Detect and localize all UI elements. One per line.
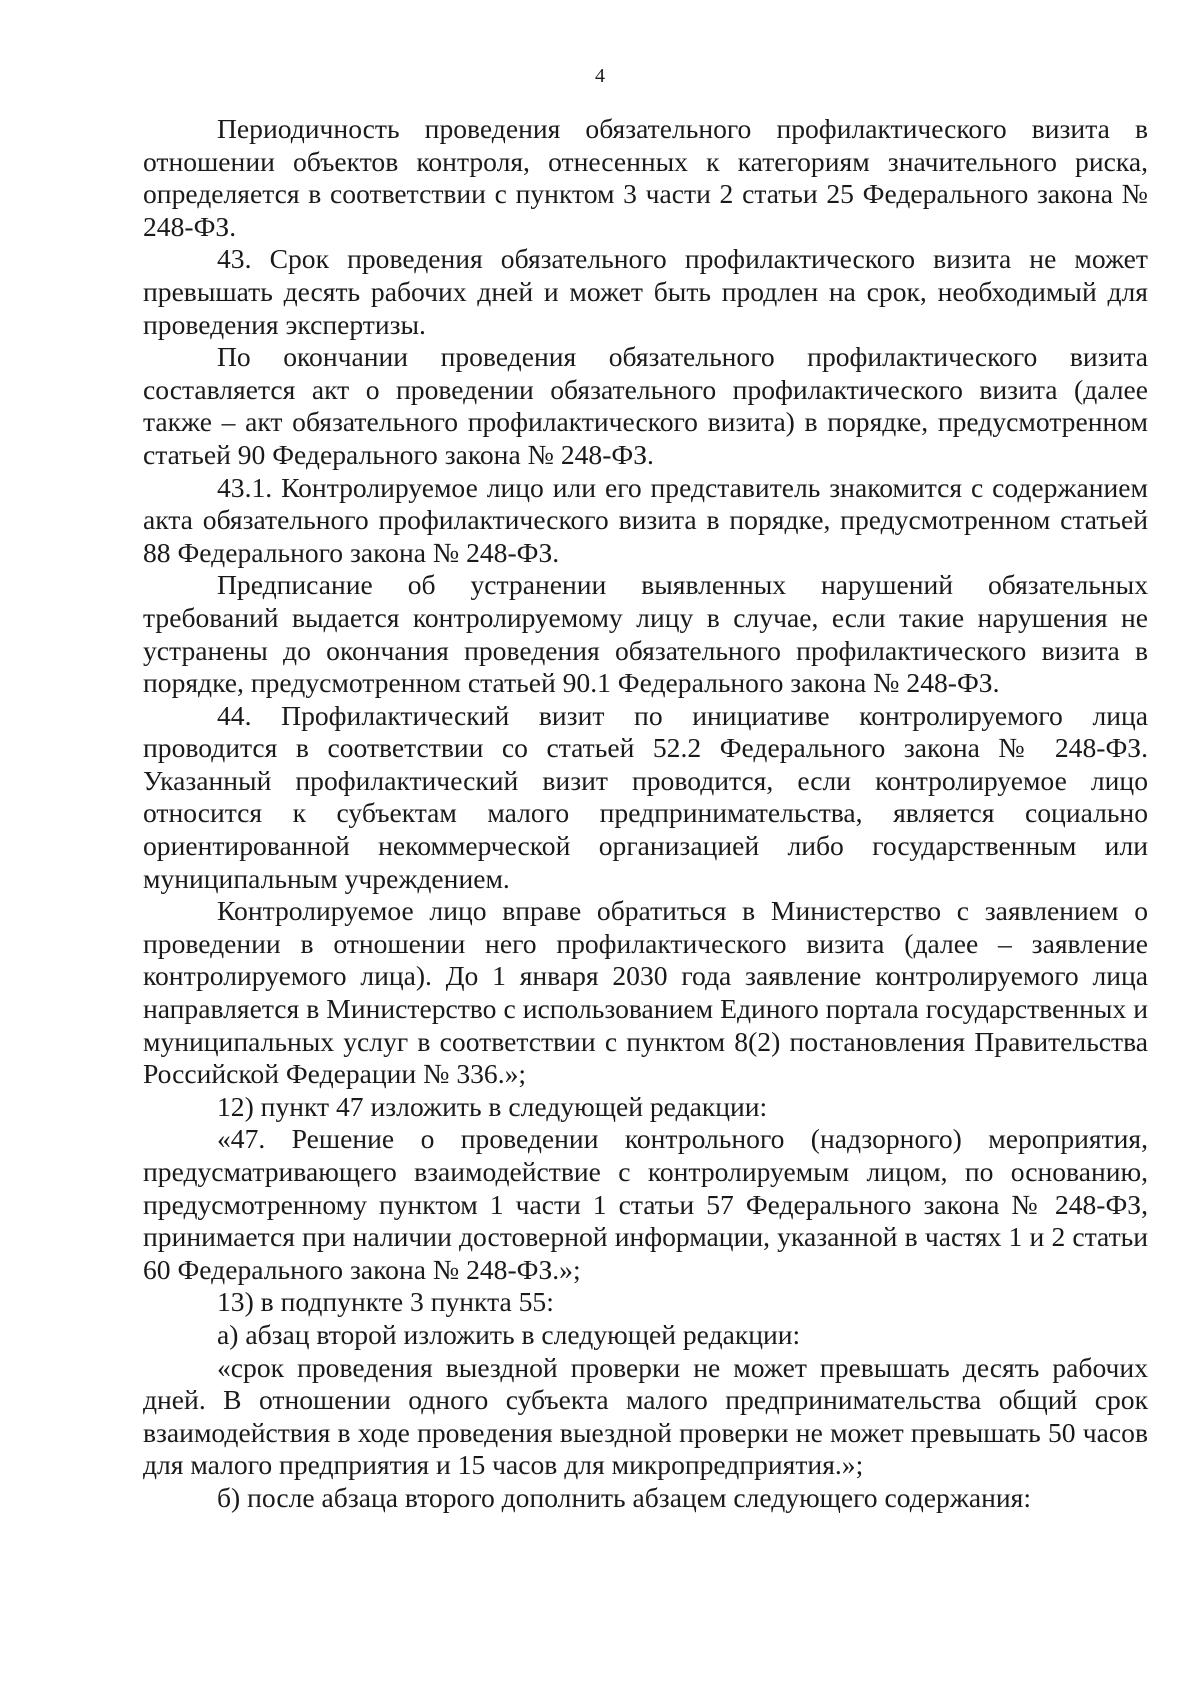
paragraph-application: Контролируемое лицо вправе обратиться в Министерство с заявлением о проведении в отношении него профилактического визита (далее – заявление контролируемого лица). До 1 января 2030 года заявление контролируемого лица направляется в Министерство с использованием Единого портала государственных и муниципальных услуг в соответствии с пунктом 8(2) постановления Правительства Российской Федерации № 336.»; [143, 895, 1148, 1090]
paragraph-item-43: 43. Срок проведения обязательного профилактического визита не может превышать десять рабочих дней и может быть продлен на срок, необходимый для проведения экспертизы. [143, 243, 1148, 340]
page-number: 4 [595, 65, 605, 87]
document-body [143, 113, 1148, 1515]
paragraph-subitem-b: б) после абзаца второго дополнить абзацем следующего содержания: [217, 1481, 1032, 1513]
paragraph-visit-act: По окончании проведения обязательного профилактического визита составляется акт о проведении обязательного профилактического визита (далее также – акт обязательного профилактического визита) в порядке, предусмотренном статьей 90 Федерального закона № 248-ФЗ. [143, 341, 1148, 470]
paragraph-subitem-13: 13) в подпункте 3 пункта 55: [217, 1286, 554, 1318]
paragraph-subitem-12: 12) пункт 47 изложить в следующей редакции: [217, 1090, 768, 1122]
paragraph-subitem-a: а) абзац второй изложить в следующей редакции: [217, 1318, 801, 1350]
paragraph-prescription: Предписание об устранении выявленных нарушений обязательных требований выдается контролируемому лицу в случае, если такие нарушения не устранены до окончания проведения обязательного профилактического визита в порядке, предусмотренном статьей 90.1 Федерального закона № 248-ФЗ. [143, 569, 1148, 699]
paragraph-item-47: «47. Решение о проведении контрольного (надзорного) мероприятия, предусматривающего взаимодействие с контролируемым лицом, по основанию, предусмотренному пунктом 1 части 1 статьи 57 Федерального закона № 248-ФЗ, принимается при наличии достоверной информации, указанной в частях 1 и 2 статьи 60 Федерального закона № 248-ФЗ.»; [143, 1123, 1148, 1285]
paragraph-periodicity: Периодичность проведения обязательного профилактического визита в отношении объектов контроля, отнесенных к категориям значительного риска, определяется в соответствии с пунктом 3 части 2 статьи 25 Федерального закона № 248-ФЗ. [143, 113, 1148, 242]
paragraph-item-43-1: 43.1. Контролируемое лицо или его представитель знакомится с содержанием акта обязательного профилактического визита в порядке, предусмотренном статьей 88 Федерального закона № 248-ФЗ. [143, 471, 1148, 568]
paragraph-item-44: 44. Профилактический визит по инициативе контролируемого лица проводится в соответствии со статьей 52.2 Федерального закона № 248-ФЗ. Указанный профилактический визит проводится, если контролируемое лицо относится к субъектам малого предпринимательства, является социально ориентированной некоммерческой организацией либо государственным или муниципальным учреждением. [143, 699, 1148, 894]
paragraph-inspection-term: «срок проведения выездной проверки не может превышать десять рабочих дней. В отношении одного субъекта малого предпринимательства общий срок взаимодействия в ходе проведения выездной проверки не может превышать 50 часов для малого предприятия и 15 часов для микропредприятия.»; [143, 1351, 1148, 1481]
